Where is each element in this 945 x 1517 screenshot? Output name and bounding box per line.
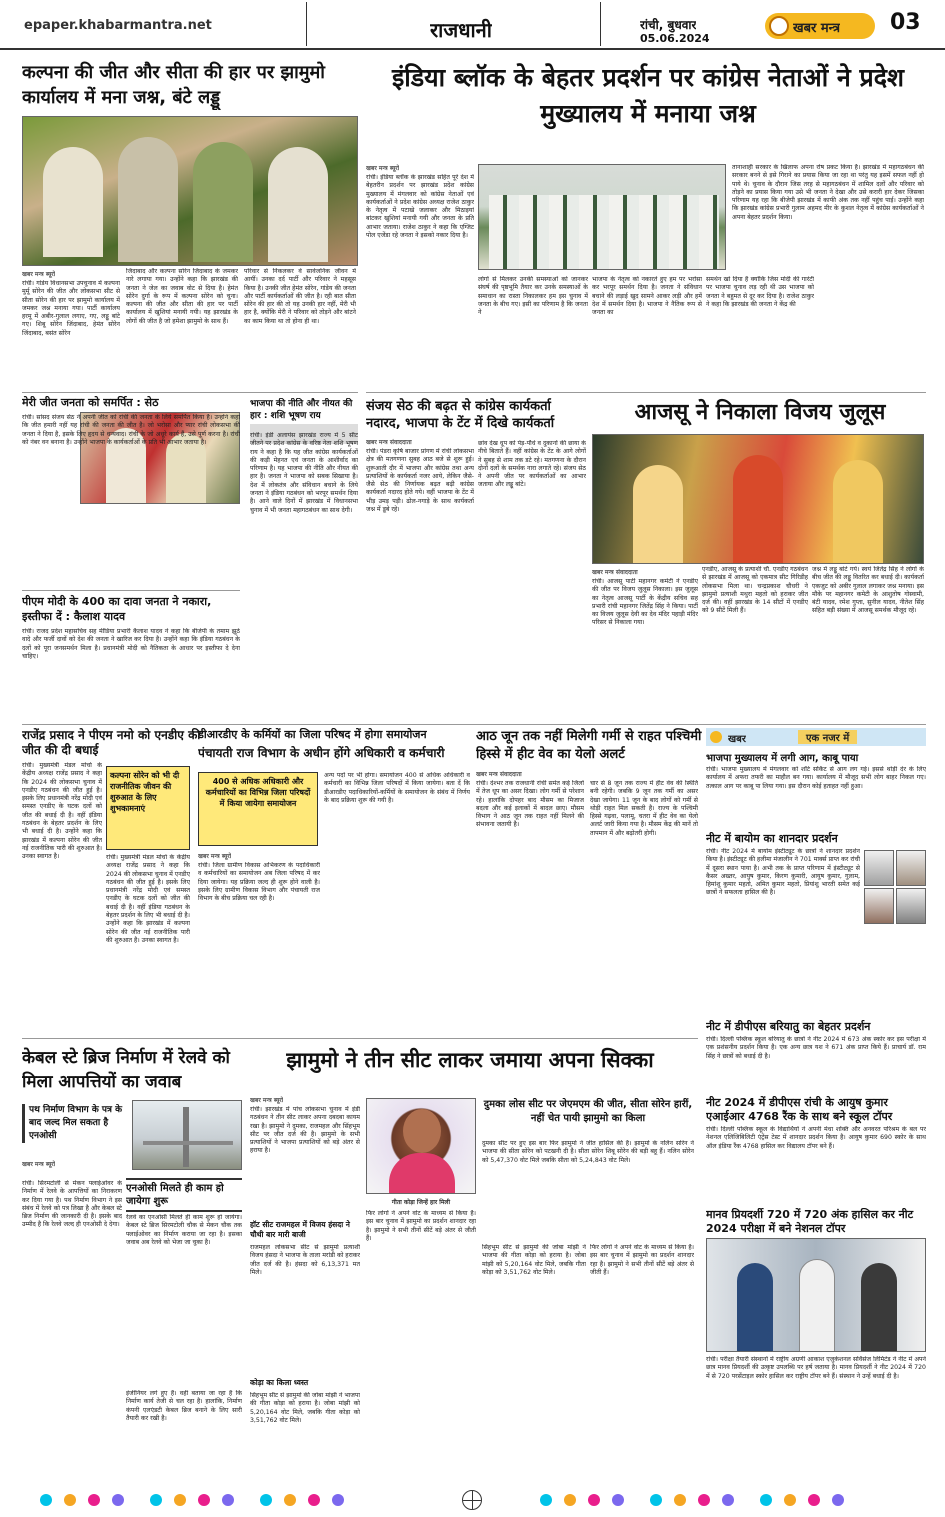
story2-headline: मेरी जीत जनता को समर्पित : सेठ	[22, 396, 159, 409]
story10-col3: इंजीनियर लगे हुए हैं। वहीं बताया जा रहा है कि निर्माण कार्य तेजी से चल रहा है। हालांकि, निर्माण कंपनी एलएंडटी केबल ब्रिज बनाने के लिए सारी तैयारी कर रखी है।	[126, 1390, 242, 1422]
story5-byline: खबर मन्त्र संवाददाता	[366, 439, 412, 446]
story10-byline: खबर मन्त्र ब्यूरो	[22, 1161, 56, 1168]
story11-col2: फिर लोगों ने अपने वोट के माध्यम से किया है। इस बार चुनाव में झामुमो का प्रदर्शन शानदार रहा है। झामुमो ने सभी तीनों सीटें बड़े अंतर से जीती हैं।	[366, 1210, 476, 1242]
dot	[222, 1494, 234, 1506]
story11-sub1: हॉट सीट राजमहल में विजय हंसदा ने चौथी बार मारी बाजी	[250, 1220, 350, 1239]
dot	[40, 1494, 52, 1506]
date: 05.06.2024	[640, 32, 710, 45]
story8-headline: डीआरडीए के कर्मियों का जिला परिषद में होगा समायोजन	[198, 728, 427, 741]
lead-byline: खबर मन्त्र ब्यूरो	[366, 165, 400, 172]
brief-h5: मानव प्रियदर्शी 720 में 720 अंक हासिल कर नीट 2024 परीक्षा में बने नेशनल टॉपर	[706, 1208, 914, 1235]
dot	[150, 1494, 162, 1506]
brief-h2: नीट में बायोम का शानदार प्रदर्शन	[706, 832, 838, 845]
story6-col2: एनडीए, आजसू के प्रत्याशी चौ. एनडीए गठबंधन से झारखंड में आजसू को एकमात्र सीट गिरिडीह लोकसभा मिला था। चन्द्रप्रकाश चौधरी ने झामुमो प्रत्याशी मथुरा महतो को हराकर जीत दर्ज की। वहीं झारखंड के 14 सीटों में एनडीए को 9 सीटें मिली हैं।	[702, 566, 808, 615]
story11-headline: झामुमो ने तीन सीट लाकर जमाया अपना सिक्का	[286, 1048, 654, 1072]
story6-photo	[592, 434, 924, 564]
story7-body: रांची। मुख्यमंत्री मंडल मोर्चा के केंद्रीय अध्यक्ष राजेंद्र प्रसाद ने कहा कि 2024 की लोकसभा चुनाव में एनडीए गठबंधन की जीत हुई है। इसके लिए प्रधानमंत्री नरेंद्र मोदी एवं समस्त एनडीए के घटक दलों को जीत की बधाई दी है। वहीं इंडिया गठबंधन के बेहतर प्रदर्शन के लिए भी बधाई दी है। उन्होंने कहा कि झारखंड में कल्पना सोरेन की जीत नई राजनीतिक पारी की शुरुआत है। उनका स्वागत है।	[22, 762, 102, 861]
story4-headline: भाजपा की नीति और नीयत की हार : शशि भूषण राय	[250, 399, 353, 421]
story11-sub2: दुमका लोस सीट पर जेएमएम की जीत, सीता सोरेन हारीं, नहीं चेत पायी झामुमो का किला	[483, 1099, 693, 1124]
story5-headline: संजय सेठ की बढ़त से कांग्रेस कार्यकर्ता नदारद, भाजपा के टेंट में दिखे कार्यकर्ता	[366, 399, 555, 431]
dot	[832, 1494, 844, 1506]
dot	[722, 1494, 734, 1506]
story11-col1: रांची। झारखंड में पांच लोकसभा चुनाव में इंडी गठबंधन ने तीन सीट लाकर अपना दबदबा कायम रखा है। झामुमो ने दुमका, राजमहल और सिंहभूम सीट पर जीत दर्ज की है। झामुमो के सभी प्रत्याशियों ने भाजपा प्रत्याशियों को बड़े अंतर से हराया है।	[250, 1106, 360, 1155]
brief-p1: रांची। भाजपा मुख्यालय में मंगलवार को शॉर्ट सर्किट से आग लग गई। इससे थोड़ी देर के लिए कार्यालय में अफरा तफरी का माहौल बन गया। कार्यालय में मौजूद सभी लोग बाहर निकल गए। तत्काल आग पर काबू पा लिया गया। इस दौरान कोई हताहत नहीं हुआ।	[706, 766, 926, 790]
lead-col5: तानाशाही सरकार के खिलाफ अपना रोष प्रकट किया है। झारखंड में महागठबंधन की सरकार बनने से इसे गिराने का प्रयास किया जा रहा था परंतु यह इसमें सफल नहीं हो पाये थे। चुनाव के दौरान जिस तरह से महागठबंधन में शामिल दलों और परिवार को तोड़ने का प्रयास किया गया उसे भी जनता ने देखा और उसे करारी हार देकर जिसका परिणाम यह रहा कि बीजेपी झारखंड में काफी अंक तक नहीं पहुंच पाई। उन्होंने कहा कि झारखंड कांग्रेस प्रभारी गुलाम अहमद मीर के कुशल नेतृत्व में कांग्रेस कार्यकर्ताओं ने अपना बेहतर प्रदर्शन किया।	[732, 164, 924, 221]
story5-col1: रांची। पंडरा कृषि बाजार प्रांगण में रांची लोकसभा क्षेत्र की मतगणना सुबह आठ बजे से शुरू हुई। शुरूआती दौर में भाजपा और कांग्रेस तथा अन्य प्रत्याशियों के कार्यकर्ता नजर आये, लेकिन जैसे-जैसे सेठ की निर्णायक बढ़त बढ़ी कांग्रेस कार्यकर्ता नदारद होते गये। वहीं भाजपा के टेंट में भीड़ उमड़ पड़ी। ढोल-नगाड़े के साथ कार्यकर्ता जश्न में डूबे रहे।	[366, 448, 474, 514]
story11-byline: खबर मन्त्र ब्यूरो	[250, 1097, 284, 1104]
brand-name: खबर मन्त्र	[793, 21, 841, 36]
dot	[650, 1494, 662, 1506]
story11-col3: दुमका सीट पर हुए इस बार फिर झामुमो ने जीत हासिल की है। झामुमो के नलिन सोरेन ने भाजपा की सीता सोरेन को पटखनी दी है। सीता सोरेन शिबू सोरेन की बड़ी बहू हैं। नलिन सोरेन को 5,47,370 वोट मिले जबकि सीता को 5,24,843 वोट मिले।	[482, 1140, 694, 1164]
brief-photo2	[896, 850, 926, 886]
story11-col1c: सिंहभूम सीट से झामुमो की जोबा मांझी ने भाजपा की गीता कोड़ा को हराया है। जोबा मांझी को 5,20,164 वोट मिले, जबकि गीता कोड़ा को 3,51,762 वोट मिले।	[250, 1392, 360, 1424]
lead-col3: भाजपा के नेतृत्व को नकारते हुए हम पर भरोसा कर भरपूर समर्थन दिया है। जनता ने संविधान बचाने की लड़ाई खुद सामने आकर लड़ी और हमें देश में समर्थन दिया है। भाजपा ने नैतिक रूप से जनता का	[592, 276, 702, 317]
brief-h4: नीट 2024 में डीपीएस रांची के आयुष कुमार एआईआर 4768 रैंक के साथ बने स्कूल टॉपर	[706, 1096, 893, 1123]
brief-tag2: एक नजर में	[798, 730, 857, 744]
lead-col1: रांची। इंडिया ब्लॉक के झारखंड सहित पूरे देश में बेहतरीन प्रदर्शन पर झारखंड प्रदेश कांग्रेस मुख्यालय में मंगलवार को कांग्रेस नेताओं एवं कार्यकर्ताओं ने प्रदेश कांग्रेस अध्यक्ष राजेश ठाकुर के नेतृत्व में पटाखे जलाकर और मिठाइयां बांटकर खुशियां मनायी गयी और जनता के प्रति आभार जताया। राजेश ठाकुर ने कहा कि एग्जिट पोल एजेंडा रहे जनता ने इसको नकार दिया है।	[366, 174, 474, 240]
dot	[564, 1494, 576, 1506]
story8-col2: अन्य पदों पर भी होगा। समायोजन 400 से अधिक अधिकारी व कर्मचारी का विभिन्न जिला परिषदों में किया जायेगा। बता दें कि डीआरडीए पदाधिकारियों-कर्मियों के समायोजन के संबंध में निर्णय के बाद प्रक्रिया शुरू की गयी है।	[324, 772, 470, 804]
story8-byline: खबर मन्त्र ब्यूरो	[198, 853, 232, 860]
brief-photo3	[864, 888, 894, 924]
footer-dots-left	[40, 1494, 400, 1506]
dot	[612, 1494, 624, 1506]
story8-box: 400 से अधिक अधिकारी और कर्मचारियों का विभिन्न जिला परिषदों में किया जायेगा समायोजन	[198, 772, 318, 846]
dot	[808, 1494, 820, 1506]
dot	[760, 1494, 772, 1506]
story3-headline: पीएम मोदी के 400 का दावा जनता ने नकारा, इस्तीफा दें : कैलाश यादव	[22, 595, 212, 623]
dot	[674, 1494, 686, 1506]
brief-p5: रांची। परीक्षा तैयारी संस्थानों में राष्ट्रीय अग्रणी आकाश एजुकेशनल सर्विसेज लिमिटेड ने नीट में अपने छात्र मानव प्रियदर्शी की उत्कृष्ट उपलब्धि पर हर्ष जताया है। मानव प्रियदर्शी ने नीट 2024 में 720 में से 720 परसेंटाइल स्कोर हासिल कर राष्ट्रीय टॉपर बने हैं। संस्थान ने उन्हें बधाई दी है।	[706, 1356, 926, 1380]
story9-col2: चार से 8 जून तक राज्य में हीट वेव की स्थिति बनी रहेगी। जबकि 9 जून तक गर्मी का असर देखा जायेगा। 11 जून के बाद लोगों को गर्मी से थोड़ी राहत मिल सकती है। राज्य के पश्चिमी हिस्से गढ़वा, पलामू, चतरा में हीट वेव का येलो अलर्ट जारी किया गया है। मौसम केंद्र की मानें तो तापमान में और बढ़ोतरी होगी।	[590, 780, 698, 837]
story6-col3: जश्न में लड्डू बांटे गये। स्वयं जितेंद्र सिंह ने लोगों के बीच जीत की लड्डू वितरित कर बधाई दी। कार्यकर्ता एकजुट को अबीर गुलाल लगाकर जश्न मनाया। इस मौके पर महानगर कमेटी के आशुतोष गोस्वामी, बंटी यादव, रमेश गुप्ता, सुनील यादव, नीतेश सिंह सहित बड़ी संख्या में आजसू समर्थक मौजूद रहे।	[812, 566, 924, 615]
story11-col5: फिर लोगों ने अपने वोट के माध्यम से किया है। इस बार चुनाव में झामुमो का प्रदर्शन शानदार रहा है। झामुमो ने सभी तीनों सीटें बड़े अंतर से जीती हैं।	[590, 1244, 694, 1276]
brief-logo-icon	[710, 731, 722, 743]
story7-body2-text: रांची। मुख्यमंत्री मंडल मोर्चा के केंद्रीय अध्यक्ष राजेंद्र प्रसाद ने कहा कि 2024 की लोकसभा चुनाव में एनडीए गठबंधन की जीत हुई है। इसके लिए प्रधानमंत्री नरेंद्र मोदी एवं समस्त एनडीए के घटक दलों को जीत की बधाई दी है। वहीं इंडिया गठबंधन के बेहतर प्रदर्शन के लिए भी बधाई दी है। उन्होंने कहा कि झारखंड में कल्पना सोरेन की जीत नई राजनीतिक पारी की शुरुआत है। उनका स्वागत है।	[106, 854, 190, 944]
brief-p4: रांची। दिल्ली पब्लिक स्कूल के विद्यार्थियों ने अपनी मेधा शक्ति और अनवरत परिश्रम के बल पर नेशनल एलिजिबिलिटी एंट्रेंस टेस्ट में शानदार प्रदर्शन किया है। आयुष कुमार 690 स्कोर के साथ ऑल इंडिया रैंक 4768 हासिल कर विद्यालय टॉपर बने हैं।	[706, 1126, 926, 1150]
dot	[198, 1494, 210, 1506]
story10-sub: पथ निर्माण विभाग के पत्र के बाद जल्द मिल सकता है एनओसी	[22, 1104, 132, 1143]
story11-caption: गीता कोड़ा जिन्हें हार मिली	[391, 1199, 451, 1206]
dot	[540, 1494, 552, 1506]
lead-photo	[478, 164, 726, 270]
dot	[174, 1494, 186, 1506]
story9-col1: रांची। देश्भर तक राजधानी रांची समेत कई जिलों में तेज धूप का असर दिखा। लोग गर्मी से परेशान रहे। हालांकि दोपहर बाद मौसम का मिजाज बदला और कई इलाकों में बादल छाए। मौसम विभाग ने आठ जून तक राहत नहीं मिलने की संभावना जतायी है।	[476, 780, 584, 829]
brief-tag1: खबर	[728, 734, 746, 745]
page-number: 03	[890, 10, 921, 35]
brief-photo4	[896, 888, 926, 924]
site-url[interactable]: epaper.khabarmantra.net	[24, 18, 212, 33]
dot	[784, 1494, 796, 1506]
footer-dots-right	[540, 1494, 920, 1506]
story10-col2: रेलवे का एनओसी मिलते ही काम शुरू हो जायेगा। केबल स्टे ब्रिज सिरमटोली चौक से मेकन चौक तक फ्लाईओवर का निर्माण कराया जा रहा है। इसका जवाब अब रेलवे को भेजा जा चुका है।	[126, 1214, 242, 1246]
section-name: राजधानी	[430, 18, 492, 42]
story10-col1: रांची। सिरमटोली से मेकन फ्लाईओवर के निर्माण में रेलवे के आपत्तियों का निराकरण कर दिया गया है। पथ निर्माण विभाग ने इस संबंध में रेलवे को पत्र लिखा है और केबल स्टे ब्रिज निर्माण की जानकारी दी है। इसके बाद उम्मीद है कि रेलवे जल्द ही एनओसी दे देगा।	[22, 1180, 122, 1229]
story10-box: एनओसी मिलते ही काम हो जायेगा शुरू	[126, 1178, 242, 1212]
story10-headline: केबल स्टे ब्रिज निर्माण में रेलवे को मिला आपत्तियों का जवाब	[22, 1048, 230, 1092]
dot	[112, 1494, 124, 1506]
dot	[284, 1494, 296, 1506]
story6-col1: रांची। आजसू पार्टी महानगर कमेटी ने एनडीए की जीत पर विजय जुलूस निकाला। इस जुलूस का नेतृत्व आजसू पार्टी के केंद्रीय सचिव सह प्रभारी रांची महानगर जितेंद्र सिंह ने किया। पार्टी का विजय जुलूस देवी का देव मंदिर पहाड़ी मंदिर परिसर से निकाला गया।	[592, 578, 698, 627]
brief-photo1	[864, 850, 894, 886]
story9-headline: आठ जून तक नहीं मिलेगी गर्मी से राहत पश्चिमी हिस्से में हीट वेव का येलो अलर्ट	[476, 729, 702, 762]
dot	[588, 1494, 600, 1506]
story5-col2: छांव देख धूप को पेड़-पौधे व दुकानों की छाया के नीचे बिताते हैं। वहीं कांग्रेस के टेंट के आगे लोगों ने सुबह से शाम तक डटे रहे। मतगणना के दौरान दोनों दलों के समर्थक नारा लगाते रहे। संजय सेठ ने अपनी जीत पर कार्यकर्ताओं का आभार जताया और लड्डू बांटे।	[478, 440, 586, 489]
story1-col1: रांची। गांडेय विधानसभा उपचुनाव में कल्पना मुर्मू सोरेन की जीत और लोकसभा सीट से सीता सोरेन की हार पर झामुमो कार्यालय में जमकर जश्न मनाया गया। पार्टी कार्यालय हरमू में अबीर-गुलाल लगाए, गए, लड्डू बांटे गए। शिबू सोरेन जिंदाबाद, हेमंत सोरेन जिंदाबाद, बसंत सोरेन	[22, 280, 120, 337]
story11-photo	[366, 1098, 476, 1194]
story1-col3: परिवार से निकलकर वे सार्वजनिक जीवन में आयीं। उनका दर्द पार्टी और परिवार ने महसूस किया है। उनकी जीत हेमंत सोरेन, गांडेय की जनता और पार्टी कार्यकर्ताओं की जीत है। रही बात सीता सोरेन की हार की तो यह उनकी हार नहीं, मेरी भी हार है, क्योंकि मेरी ने परिवार को तोड़ने और बांटने का काम किया था तो होना ही था।	[244, 268, 356, 325]
story11-sub3: कोड़ा का किला ध्वस्त	[250, 1378, 309, 1387]
dot	[64, 1494, 76, 1506]
dot	[332, 1494, 344, 1506]
dot	[88, 1494, 100, 1506]
story8-col1: रांची। जिला ग्रामीण विकास अभिकरण के पदाधिकारी व कर्मचारियों का समायोजन अब जिला परिषद में कर दिया जायेगा। यह प्रक्रिया जल्द ही शुरू होने वाली है। इसके लिए ग्रामीण विकास विभाग और पंचायती राज विभाग के बीच प्रक्रिया चल रही है।	[198, 862, 320, 903]
story6-headline: आजसू ने निकाला विजय जुलूस	[634, 400, 886, 425]
story8-headline2: पंचायती राज विभाग के अधीन होंगे अधिकारी व कर्मचारी	[198, 746, 445, 760]
story10-photo	[132, 1100, 242, 1170]
story11-col4: सिंहभूम सीट से झामुमो की जोबा मांझी ने भाजपा की गीता कोड़ा को हराया है। जोबा मांझी को 5,20,164 वोट मिले, जबकि गीता कोड़ा को 3,51,762 वोट मिले।	[482, 1244, 586, 1276]
brief-p2: रांची। नीट 2024 में बायोम इंस्टीट्यूट के छात्रों ने शानदार प्रदर्शन किया है। इंस्टीट्यूट की हलीमा मंजालीन ने 701 मार्क्स प्राप्त कर रांची में दूसरा स्थान पाया है। अभी तक के प्राप्त परिणाम में इंस्टीट्यूट से कैसर अख्तर, आयुष कुमार, किरण कुमारी, आयुष कुमार, गुलाम, हिमांशु कुमार महतो, अमित कुमार महतो, प्रियांशु भारती समेत कई छात्रों ने सफलता हासिल की है।	[706, 848, 860, 897]
lead-col4: समर्थन खो दिया है क्योंकि जिस मोदी की गारंटी पर भाजपा चुनाव लड़ रही थी उस भाजपा को जनता ने बहुमत से दूर कर दिया है। राजेश ठाकुर ने कहा कि झारखंड की जनता ने केंद्र की	[706, 276, 814, 308]
lead-col2: लोगों से मिलकर उनकी समस्याओं को जानकर संघर्ष की पृष्ठभूमि तैयार कर उनके समस्याओं के समाधान का रास्ता निकालकर हम इस चुनाव में जनता के बीच गए। इसी का परिणाम है कि जनता ने	[478, 276, 588, 317]
lead-headline: इंडिया ब्लॉक के बेहतर प्रदर्शन पर कांग्रेस नेताओं ने प्रदेश मुख्यालय में मनाया जश्न	[392, 63, 904, 128]
brief-h1: भाजपा मुख्यालय में लगी आग, काबू पाया	[706, 753, 859, 764]
footer-bar	[0, 1482, 945, 1517]
story1-photo	[22, 116, 358, 266]
story7-body2	[106, 854, 190, 1034]
story4-body: रांची। इंडी अलायंस झारखंड राज्य में 5 सीट जीतने पर प्रदेश कांग्रेस के वरिष्ठ नेता शशि भूषण राय ने कहा है कि यह जीत कांग्रेस कार्यकर्ताओं की कड़ी मेहनत एवं जनता के आशीर्वाद का परिणाम है। यह भाजपा की नीति और नीयत की हार है। जनता ने भाजपा को सबक सिखाया है। देश में लोकतंत्र और संविधान बचाने के लिये जनता ने इंडिया गठबंधन को भरपूर समर्थन दिया है। आने वाले दिनों में झारखंड में विधानसभा चुनाव में भी जनता महागठबंधन का साथ देगी।	[250, 432, 358, 514]
dot	[308, 1494, 320, 1506]
story9-byline: खबर मन्त्र संवाददाता	[476, 771, 522, 778]
registration-mark-icon	[462, 1490, 482, 1510]
story3-body: रांची। राजद प्रदेश महासचिव सह मीडिया प्रभारी कैलाश यादव ने कहा कि बीजेपी के तमाम झूठे वादे और फर्जी दावों को देश की जनता ने खारिज कर दिया है। उन्होंने कहा कि इंडिया गठबंधन के दलों को पूरा जनसमर्थन मिला है। प्रधानमंत्री मोदी को नैतिकता के आधार पर इस्तीफा दे देना चाहिए।	[22, 628, 240, 660]
story2-body: रांची। सांसद संजय सेठ ने अपनी जीत को रांची की जनता के लिये समर्पित किया है। उन्होंने कहा कि जीत हमारी नहीं यह रांची की जनता की जीत है। जो भरोसा और प्यार रांची लोकसभा की जनता ने दिया है, इसके लिए हृदय से धन्यवाद। रांची के जो अधूरे कार्य हैं, उसे पूर्ण करना है। रांची को नंबर वन बनाना है। उन्होंने भाजपा के कार्यकर्ताओं के प्रति भी आभार जताया है।	[22, 414, 240, 446]
brief-header	[706, 728, 926, 746]
brief-photo5	[706, 1238, 926, 1352]
date-city: रांची, बुधवार	[640, 18, 697, 32]
story11-col1b: राजमहल लोकसभा सीट से झामुमो प्रत्याशी विजय हंसदा ने भाजपा के ताला मरांडी को हराकर जीत दर्ज की है। हंसदा को 6,13,371 मत मिले।	[250, 1244, 360, 1276]
masthead	[0, 0, 945, 50]
dot	[698, 1494, 710, 1506]
dot	[260, 1494, 272, 1506]
story7-box: कल्पना सोरेन को भी दी राजनीतिक जीवन की शुरुआत के लिए शुभकामनाएं	[106, 766, 190, 850]
story1-byline: खबर मन्त्र ब्यूरो	[22, 271, 56, 278]
story1-col2: जिंदाबाद और कल्पना सोरेन जिंदाबाद के जमकर नारे लगाया गया। उन्होंने कहा कि झारखंड की जनता ने जेल का जवाब वोट से दिया है। हेमंत सोरेन दुर्गा के रूप में कल्पना सोरेन को चुना। कल्पना की जीत और सीता की हार पर पार्टी कार्यालय में खुशियां मनायी गयी। यह झारखंड के लोगों की जीत है जो हमेशा झामुमो के साथ हैं।	[126, 268, 238, 325]
story6-byline: खबर मन्त्र संवाददाता	[592, 569, 638, 576]
story7-headline: राजेंद्र प्रसाद ने पीएम नमो को एनडीए की जीत की दी बधाई	[22, 728, 201, 757]
brand-logo-icon	[769, 16, 789, 36]
brief-p3: रांची। दिल्ली पब्लिक स्कूल बरियातु के छात्रों ने नीट 2024 में 673 अंक स्कोर कर इस परीक्षा में एक प्रशंसनीय प्रदर्शन किया है। एक अन्य छात्र यश ने 671 अंक प्राप्त किये हैं। प्राचार्य डॉ. राम सिंह ने छात्रों को बधाई दी है।	[706, 1036, 926, 1060]
story1-headline: कल्पना की जीत और सीता की हार पर झामुमो कार्यालय में मना जश्न, बंटे लड्डू	[22, 62, 325, 108]
brief-h3: नीट में डीपीएस बरियातु का बेहतर प्रदर्शन	[706, 1020, 871, 1033]
brand-logo	[765, 13, 875, 39]
